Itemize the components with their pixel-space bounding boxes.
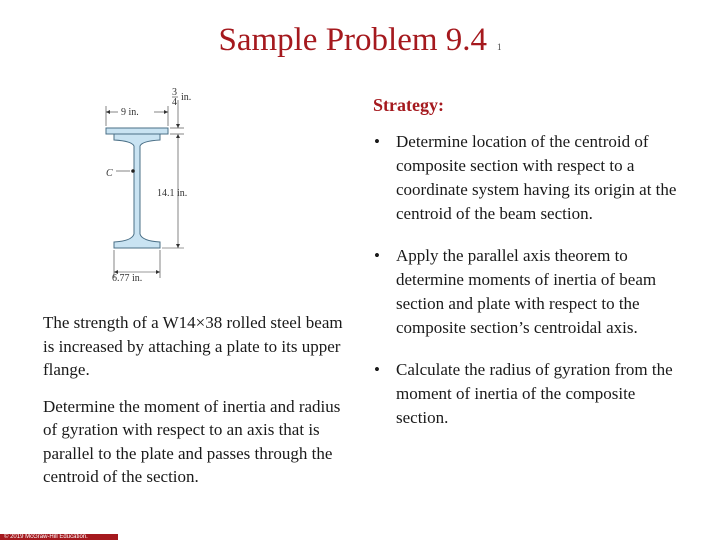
problem-statement xyxy=(43,311,343,502)
strategy-bullet: • Calculate the radius of gyration from the moment of inertia of the composite section. xyxy=(370,358,688,430)
flange-width-label: 6.77 in. xyxy=(112,273,143,282)
problem-paragraph: The strength of a W14×38 rolled steel beam is increased by attaching a plate to its upper flange. xyxy=(43,313,343,379)
depth-label: 14.1 in. xyxy=(157,188,188,199)
plate-thickness-numerator: 3 xyxy=(172,87,177,98)
problem-paragraph: Determine the moment of inertia and radius of gyration with respect to an axis that is parallel to the plate and passes through the centroid of the section. xyxy=(43,396,341,486)
strategy-heading: Strategy: xyxy=(373,95,444,115)
beam-cross-section-figure xyxy=(92,82,252,282)
strategy-bullet: • Determine location of the centroid of composite section with respect to a coordinate system having its origin at the centroid of the beam section. xyxy=(370,130,688,226)
title-text: Sample Problem 9.4 xyxy=(218,22,488,58)
w-beam-section xyxy=(114,134,160,248)
copyright-text: © 2019 McGraw-Hill Education. xyxy=(4,534,88,540)
strategy-bullet: • Apply the parallel axis theorem to determine moments of inertia of beam section and plate with respect to the composite section’s centroidal axis. xyxy=(370,244,688,340)
centroid-label: C xyxy=(106,168,113,179)
centroid-marker xyxy=(131,169,135,173)
slide-title xyxy=(0,22,720,59)
cover-plate xyxy=(106,128,168,134)
plate-width-label: 9 in. xyxy=(121,107,139,118)
strategy-bullet-list xyxy=(370,130,688,448)
plate-thickness-denominator: 4 xyxy=(172,97,177,108)
slide-number: 1 xyxy=(497,42,502,52)
plate-thickness-unit: in. xyxy=(181,92,192,103)
